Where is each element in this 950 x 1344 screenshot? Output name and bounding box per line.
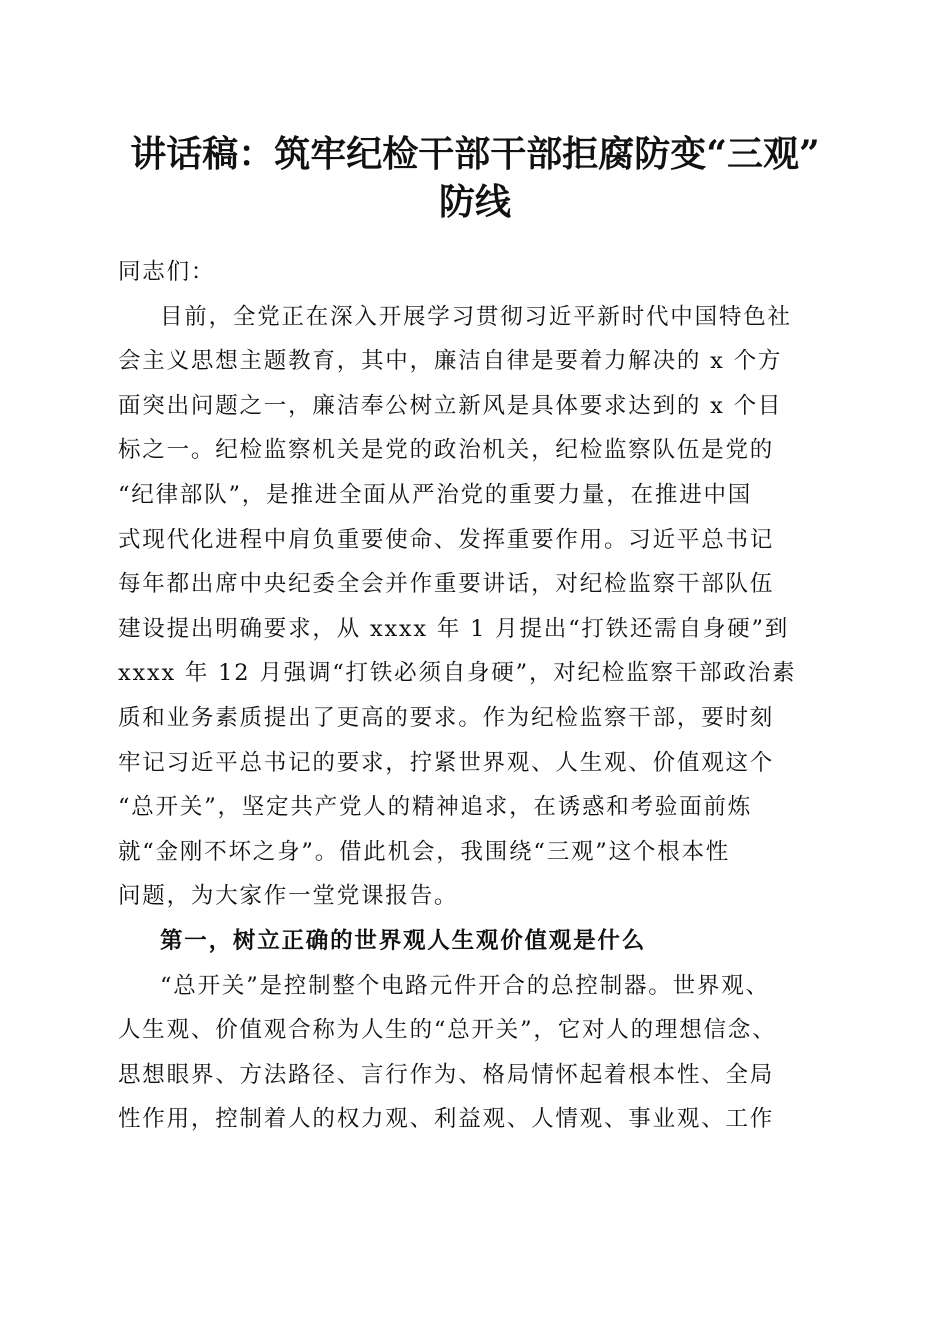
paragraph-line: 式现代化进程中肩负重要使命、发挥重要作用。习近平总书记 xyxy=(118,526,775,553)
paragraph-line: 就“金刚不坏之身”。借此机会，我围绕“三观”这个根本性 xyxy=(118,838,731,865)
section-heading: 第一，树立正确的世界观人生观价值观是什么 xyxy=(160,927,647,954)
paragraph-line: 面突出问题之一，廉洁奉公树立新风是具体要求达到的 x 个目 xyxy=(118,392,783,419)
paragraph-line: 建设提出明确要求，从 xxxx 年 1 月提出“打铁还需自身硬”到 xyxy=(118,615,790,642)
paragraph-line: 牢记习近平总书记的要求，拧紧世界观、人生观、价值观这个 xyxy=(118,749,775,776)
greeting: 同志们： xyxy=(118,259,216,285)
paragraph-line: 人生观、价值观合称为人生的“总开关”，它对人的理想信念、 xyxy=(118,1017,777,1044)
paragraph-line: 性作用，控制着人的权力观、利益观、人情观、事业观、工作 xyxy=(118,1106,775,1133)
paragraph-line: “总开关”是控制整个电路元件开合的总控制器。世界观、 xyxy=(160,972,770,999)
paragraph-line: “纪律部队”，是推进全面从严治党的重要力量，在推进中国 xyxy=(118,481,753,508)
title-line-1: 讲话稿：筑牢纪检干部干部拒腐防变“三观” xyxy=(130,133,820,175)
document-body xyxy=(118,250,833,1142)
title-line-2: 防线 xyxy=(438,181,511,223)
document-title xyxy=(110,130,840,226)
paragraph-line: 每年都出席中央纪委全会并作重要讲话，对纪检监察干部队伍 xyxy=(118,571,775,598)
paragraph-line: 问题，为大家作一堂党课报告。 xyxy=(118,883,459,910)
paragraph-line: 思想眼界、方法路径、言行作为、格局情怀起着根本性、全局 xyxy=(118,1061,775,1088)
paragraph-line: xxxx 年 12 月强调“打铁必须自身硬”，对纪检监察干部政治素 xyxy=(118,660,797,687)
paragraph-line: 会主义思想主题教育，其中，廉洁自律是要着力解决的 x 个方 xyxy=(118,348,783,375)
paragraph-line: 质和业务素质提出了更高的要求。作为纪检监察干部，要时刻 xyxy=(118,704,775,731)
paragraph-line: “总开关”，坚定共产党人的精神追求，在诱惑和考验面前炼 xyxy=(118,794,753,821)
paragraph-line: 目前，全党正在深入开展学习贯彻习近平新时代中国特色社 xyxy=(160,303,792,330)
paragraph-line: 标之一。纪检监察机关是党的政治机关，纪检监察队伍是党的 xyxy=(118,437,775,464)
